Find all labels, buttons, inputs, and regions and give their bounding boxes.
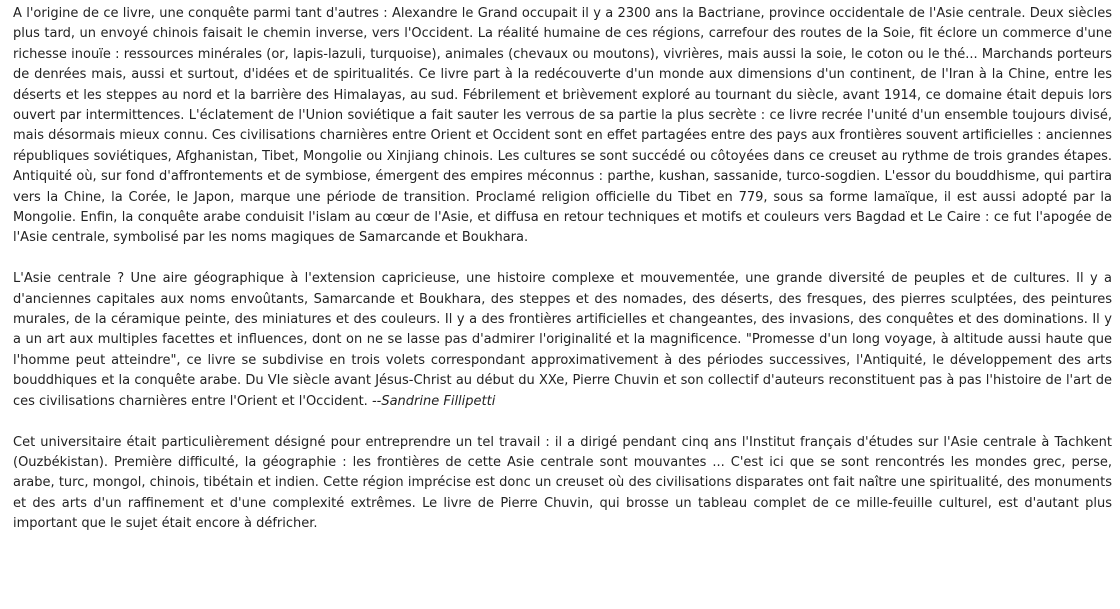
review-paragraph-1: A l'origine de ce livre, une conquête parmi tant d'autres : Alexandre le Grand occupait il y a 2300 ans la Bactriane, province occidentale de l'Asie centrale. Deux siècles plus tard, un envoyé chinois faisait le chemin inverse, vers l'Occident. La réalité humaine de ces régions, carrefour des routes de la Soie, fit éclore un commerce d'une richesse inouïe : ressources minérales (or, lapis-lazuli, turquoise), animales (chevaux ou moutons), vivrières, mais aussi la soie, le coton ou le thé... Marchands porteurs de denrées mais, aussi et surtout, d'idées et de spiritualités. Ce livre part à la redécouverte d'un monde aux dimensions d'un continent, de l'Iran à la Chine, entre les déserts et les steppes au nord et la barrière des Himalayas, au sud. Fébrilement et brièvement exploré au tournant du siècle, avant 1914, ce domaine était depuis lors ouvert par intermittences. L'éclatement de l'Union soviétique a fait sauter les verrous de sa partie la plus secrète : ce livre recrée l'unité d'un ensemble toujours divisé, mais désormais mieux connu. Ces civilisations charnières entre Orient et Occident sont en effet partagées entre des pays aux frontières souvent artificielles : anciennes républiques soviétiques, Afghanistan, Tibet, Mongolie ou Xinjiang chinois. Les cultures se sont succédé ou côtoyées dans ce creuset au rythme de trois grandes étapes. Antiquité où, sur fond d'affrontements et de symbiose, émergent des empires méconnus : parthe, kushan, sassanide, turco-sogdien. L'essor du bouddhisme, qui partira vers la Chine, la Corée, le Japon, marque une période de transition. Proclamé religion officielle du Tibet en 779, sous sa forme lamaïque, il est aussi adopté par la Mongolie. Enfin, la conquête arabe conduisit l'islam au cœur de l'Asie, et diffusa en retour techniques et motifs et couleurs vers Bagdad et Le Caire : ce fut l'apogée de l'Asie centrale, symbolisé par les noms magiques de Samarcande et Boukhara.: [13, 6, 1112, 246]
review-paragraph-2-text: L'Asie centrale ? Une aire géographique à l'extension capricieuse, une histoire complexe et mouvementée, une grande diversité de peuples et de cultures. Il y a d'anciennes capitales aux noms envoûtants, Samarcande et Boukhara, des steppes et des nomades, des déserts, des fresques, des pierres sculptées, des peintures murales, de la céramique peinte, des miniatures et des couleurs. Il y a des frontières artificielles et changeantes, des invasions, des conquêtes et des dominations. Il y a un art aux multiples facettes et influences, dont on ne se lasse pas d'admirer l'originalité et la magnificence. "Promesse d'un long voyage, à altitude aussi haute que l'homme peut atteindre", ce livre se subdivise en trois volets correspondant approximativement à des périodes successives, l'Antiquité, le développement des arts bouddhiques et la conquête arabe. Du VIe siècle avant Jésus-Christ au début du XXe, Pierre Chuvin et son collectif d'auteurs reconstituent pas à pas l'histoire de l'art de ces civilisations charnières entre l'Orient et l'Occident.: [13, 271, 1112, 409]
review-paragraph-3: Cet universitaire était particulièrement désigné pour entreprendre un tel travail : il a dirigé pendant cinq ans l'Institut français d'études sur l'Asie centrale à Tachkent (Ouzbékistan). Première difficulté, la géographie : les frontières de cette Asie centrale sont mouvantes ... C'est ici que se sont rencontrés les mondes grec, perse, arabe, turc, mongol, chinois, tibétain et indien. Cette région imprécise est donc un creuset où des civilisations disparates ont fait naître une spiritualité, des monuments et des arts d'un raffinement et d'une complexité extrêmes. Le livre de Pierre Chuvin, qui brosse un tableau complet de ce mille-feuille culturel, est d'autant plus important que le sujet était encore à défricher.: [13, 434, 1112, 532]
review-author-signature: --Sandrine Fillipetti: [371, 393, 496, 409]
review-paragraph-2: [13, 269, 1112, 412]
